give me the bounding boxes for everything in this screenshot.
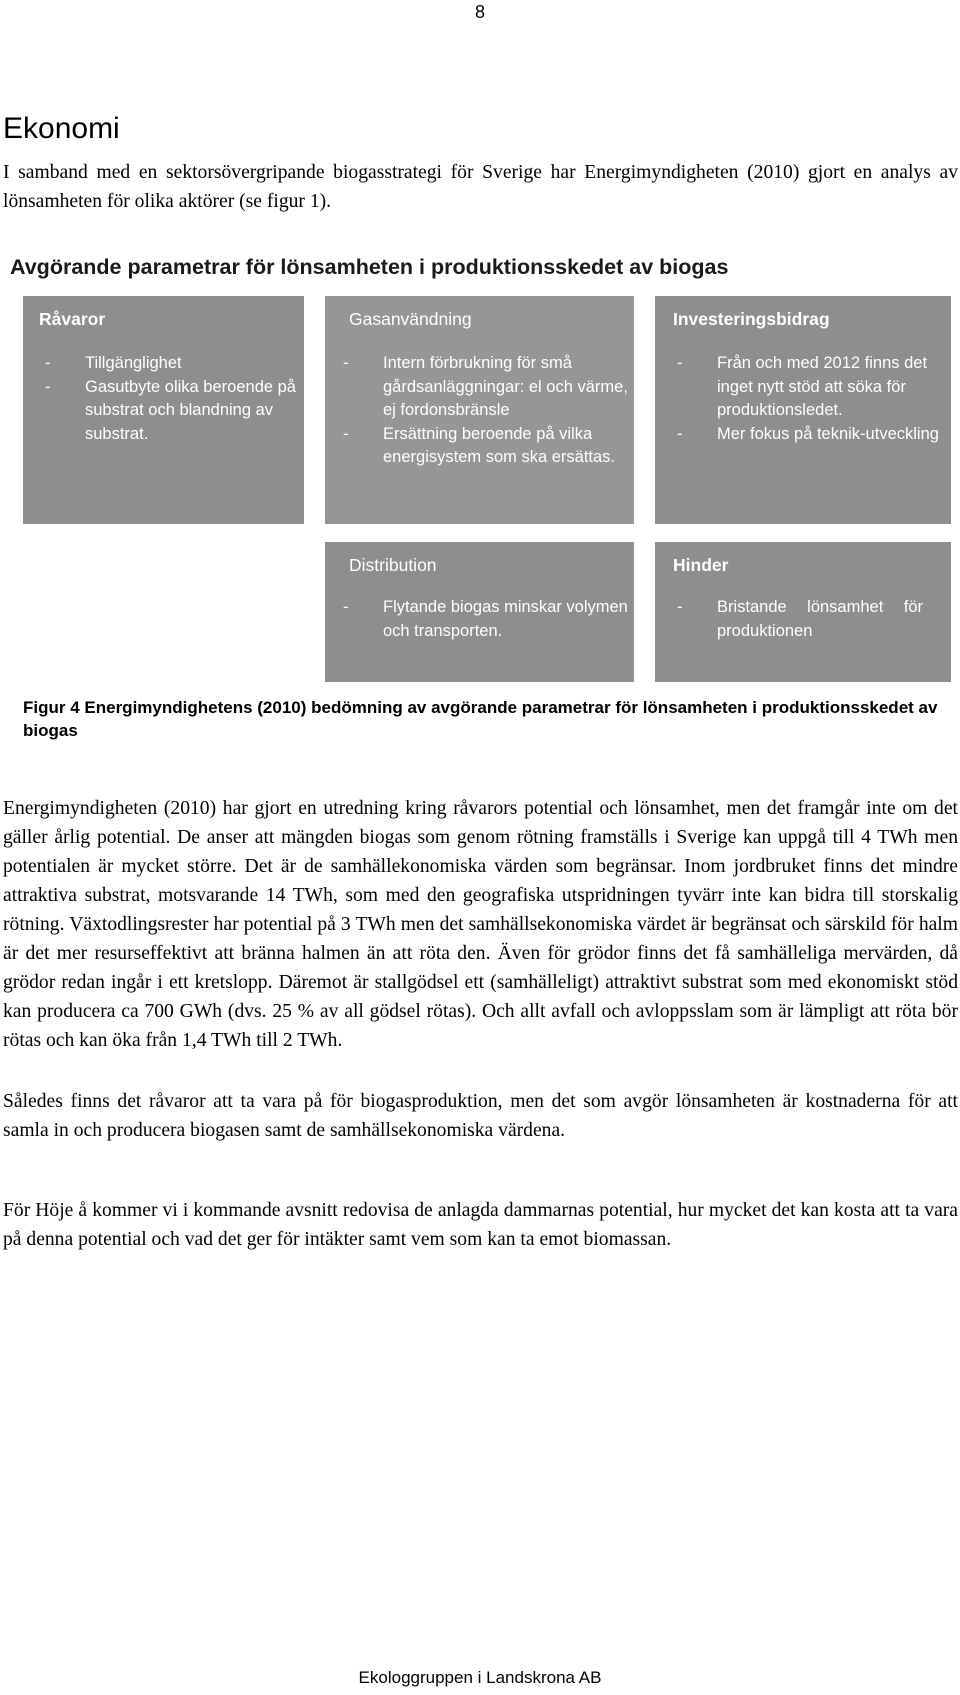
box-ravaror — [23, 296, 304, 524]
list-item-text: Gasutbyte olika beroende på substrat och blandning av substrat. — [85, 377, 296, 443]
bullet-list — [45, 352, 300, 446]
bullet-list — [343, 596, 628, 643]
bullet-list — [677, 596, 923, 643]
list-item-text: Flytande biogas minskar volymen och transporten. — [383, 598, 628, 640]
list-item — [677, 352, 947, 423]
box-heading: Gasanvändning — [349, 309, 472, 329]
figure-title: Avgörande parametrar för lönsamheten i produktionsskedet av biogas — [10, 255, 729, 279]
box-heading: Investeringsbidrag — [673, 309, 830, 329]
bullet-marker: - — [343, 354, 349, 372]
bullet-marker: - — [343, 424, 349, 443]
bullet-marker: - — [677, 424, 683, 443]
box-heading: Hinder — [673, 555, 729, 575]
bullet-list — [343, 352, 628, 470]
list-item-text: Tillgänglighet — [85, 354, 182, 372]
list-item-text: Intern förbrukning för små gårdsanläggningar: el och värme, ej fordonsbränsle — [383, 354, 628, 419]
body-paragraph: Energimyndigheten (2010) har gjort en utredning kring råvarors potential och lönsamhet, men det framgår inte om det gäller årlig potential. De anser att mängden biogas som genom rötning framställs i Sverige kan uppgå till 4 TWh men potentialen är mycket större. Det är de samhällekonomiska värden som begränsar. Inom jordbruket finns det mindre attraktiva substrat, motsvarande 14 TWh, som med den geografiska utspridningen tyvärr inte kan bidra till storskalig rötning. Växtodlingsrester har potential på 3 TWh men det samhällsekonomiska värdet är begränsat och särskild för halm är det mer resurseffektivt att bränna halmen än att röta den. Även för grödor finns det få samhälleliga mervärden, då grödor redan ingår i ett kretslopp. Däremot är stallgödsel ett (samhälleligt) attraktivt substrat som med ekonomiskt stöd kan producera ca 700 GWh (dvs. 25 % av all gödsel rötas). Och allt avfall och avloppsslam som är lämpligt att röta bör rötas och kan öka från 1,4 TWh till 2 TWh. — [3, 798, 958, 1051]
list-item — [45, 376, 300, 447]
list-item — [343, 423, 628, 470]
bullet-marker: - — [45, 377, 51, 396]
body-paragraph: För Höje å kommer vi i kommande avsnitt redovisa de anlagda dammarnas potential, hur mycket det kan kosta att ta vara på denna potential och vad det ger för intäkter samt vem som kan ta emot biomassan. — [3, 1200, 958, 1250]
bullet-marker: - — [677, 354, 683, 372]
page-footer: Ekologgruppen i Landskrona AB — [358, 1668, 602, 1687]
section-heading: Ekonomi — [3, 112, 120, 145]
intro-paragraph: I samband med en sektorsövergripande biogasstrategi för Sverige har Energimyndigheten (2010) gjort en analys av lönsamheten för olika aktörer (se figur 1). — [3, 162, 958, 212]
bullet-list — [677, 352, 947, 446]
bullet-marker: - — [677, 598, 683, 616]
list-item — [677, 596, 923, 643]
box-distribution — [325, 542, 634, 682]
box-heading: Råvaror — [39, 309, 106, 329]
list-item — [45, 352, 300, 376]
page-number: 8 — [474, 2, 485, 22]
list-item-text: Bristande lönsamhet för produktionen — [717, 598, 923, 640]
box-heading: Distribution — [349, 555, 437, 575]
list-item — [343, 596, 628, 643]
figure-caption: Figur 4 Energimyndighetens (2010) bedömning av avgörande parametrar för lönsamheten i produktionsskedet av biogas — [23, 698, 938, 740]
list-item — [677, 423, 947, 447]
list-item — [343, 352, 628, 423]
list-item-text: Från och med 2012 finns det inget nytt stöd att söka för produktionsledet. — [717, 354, 928, 419]
list-item-text: Mer fokus på teknik-utveckling — [717, 424, 939, 443]
bullet-marker: - — [45, 354, 51, 372]
box-investeringsbidrag — [655, 296, 951, 524]
list-item-text: Ersättning beroende på vilka energisystem som ska ersättas. — [383, 424, 615, 466]
box-gasanvandning — [325, 296, 634, 524]
bullet-marker: - — [343, 598, 349, 616]
body-paragraph: Således finns det råvaror att ta vara på för biogasproduktion, men det som avgör lönsamheten är kostnaderna för att samla in och producera biogasen samt de samhällsekonomiska värdena. — [3, 1091, 958, 1141]
box-hinder — [655, 542, 951, 682]
